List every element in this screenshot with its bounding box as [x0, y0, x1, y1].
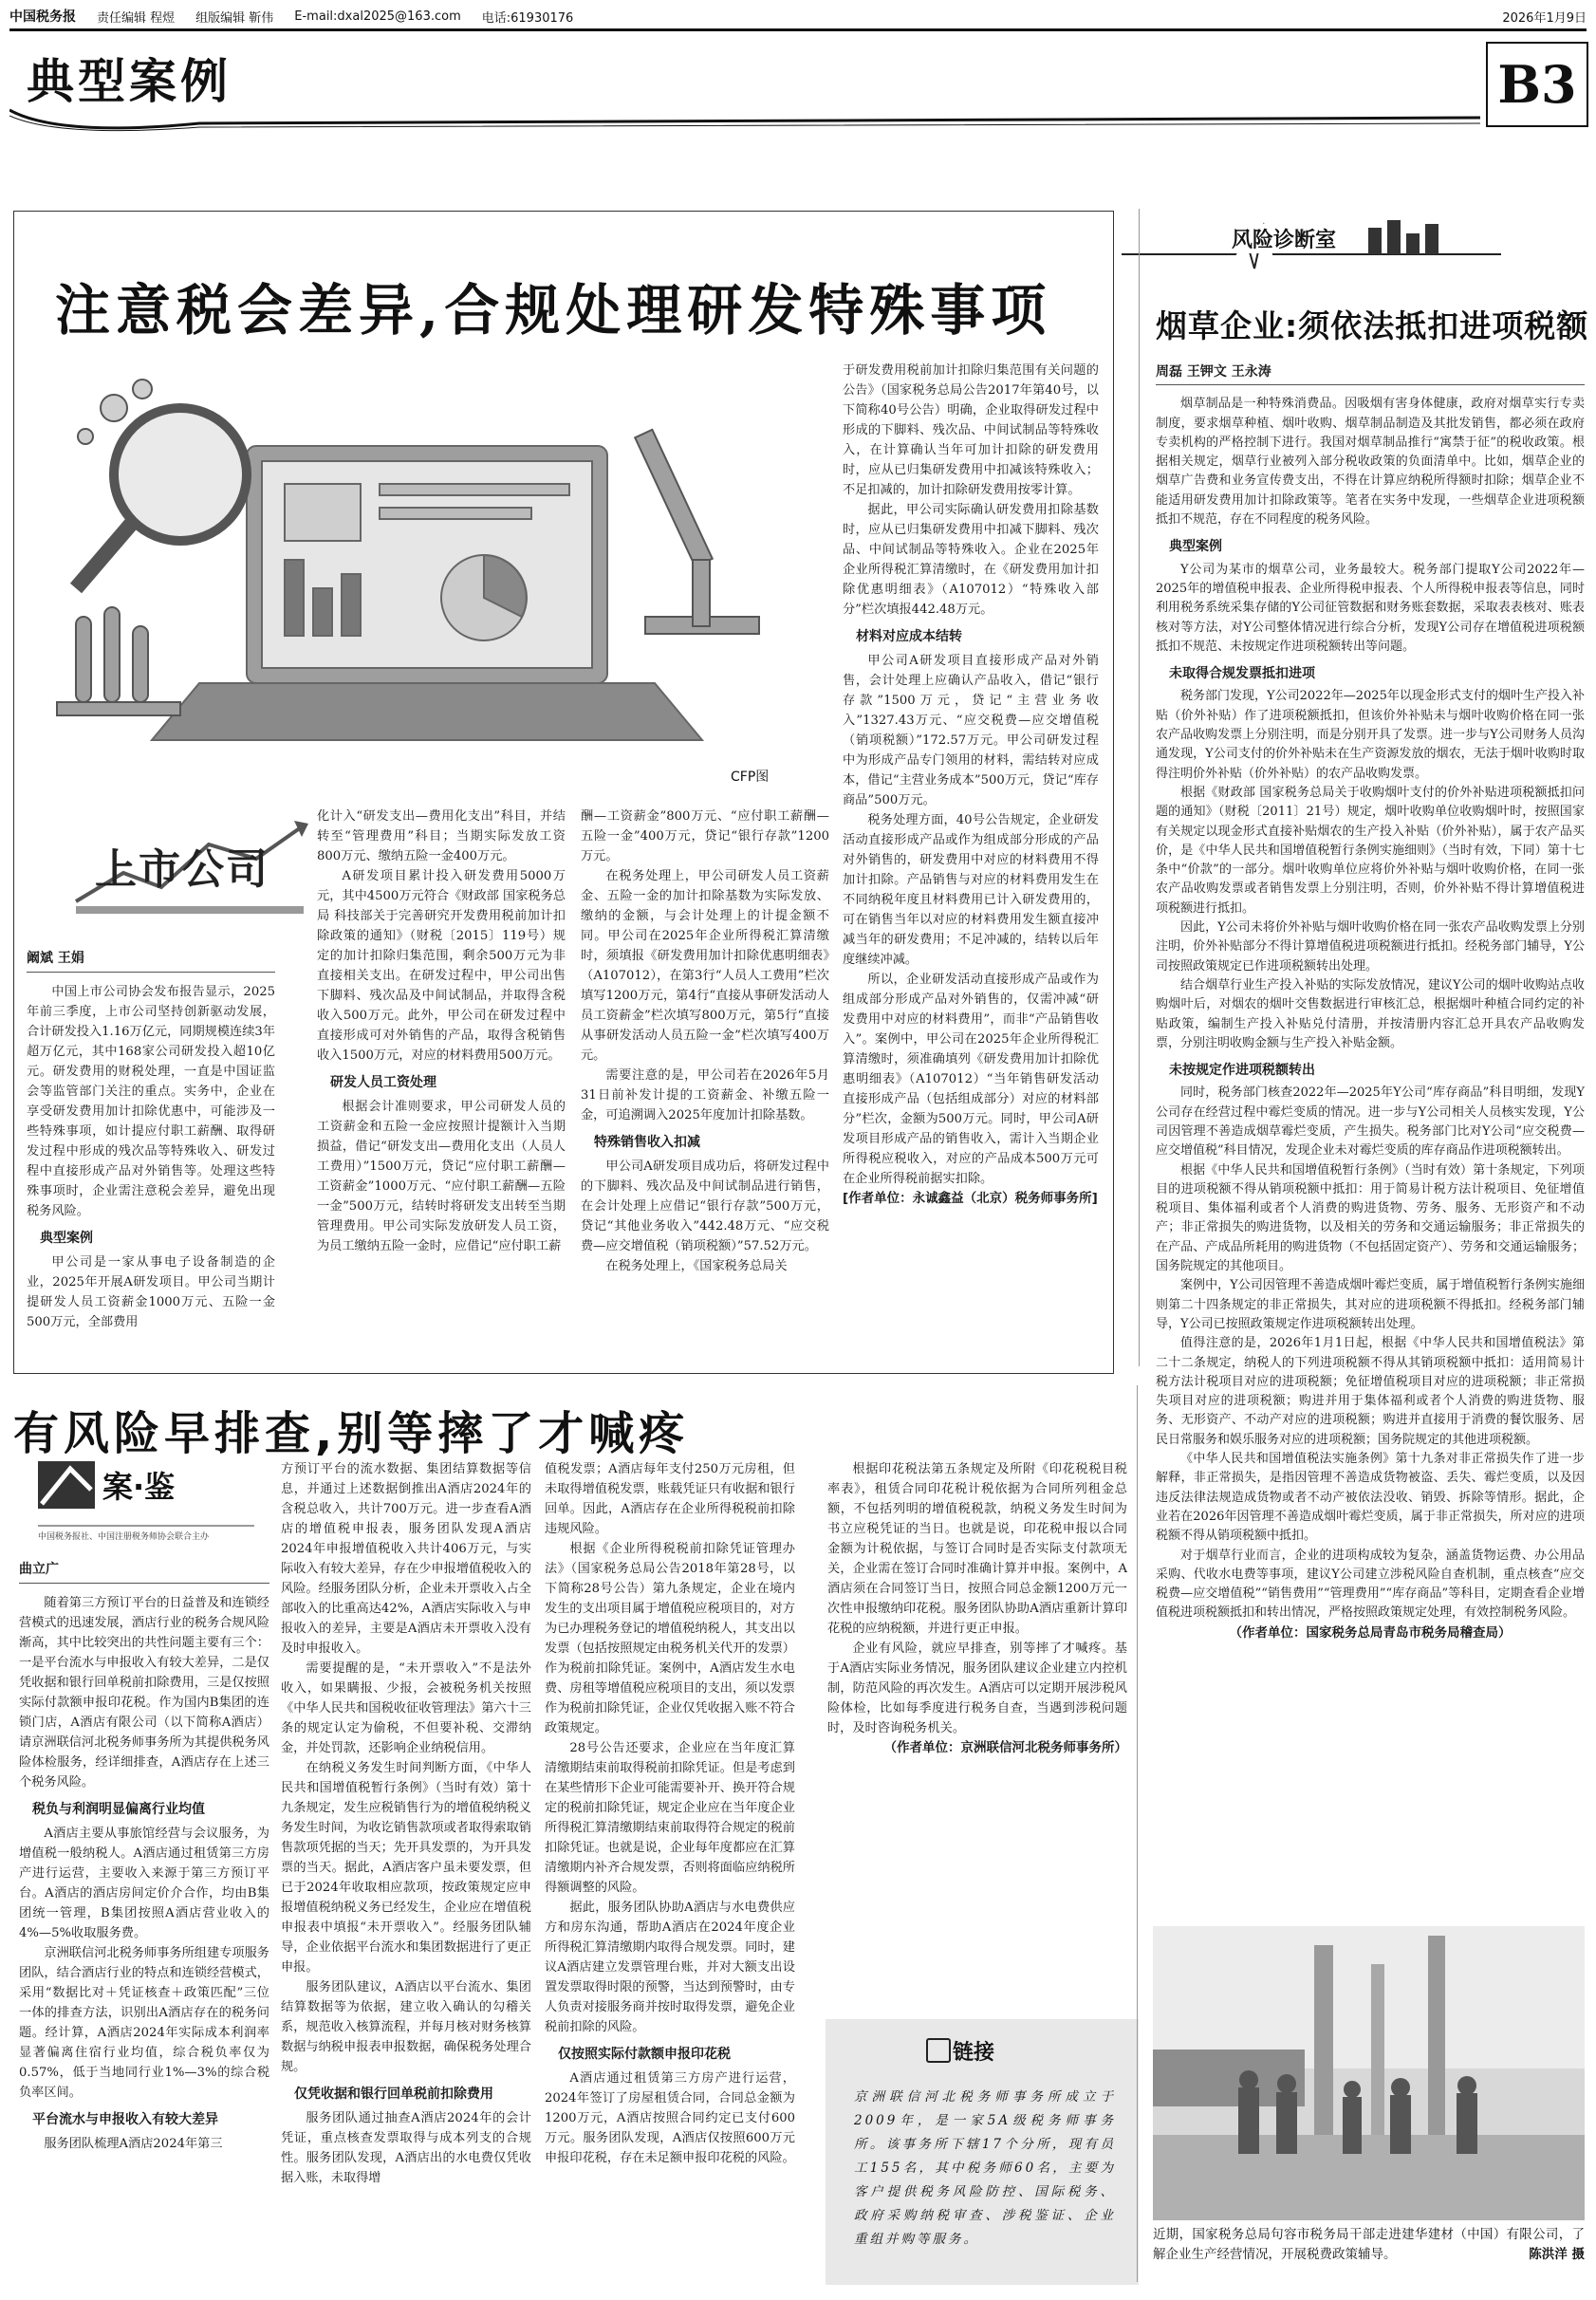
paragraph: 甲公司A研发项目直接形成产品对外销售，会计处理上应确认产品收入，借记“银行存款”1500万元，贷记“主营业务收入”1327.43万元、“应交税费—应交增值税（销项税额）”172.57万元。甲公司研发过程中为形成产品专门领用的材料，需结转对应成本，借记“主营业务成本”500万元，贷记“库存商品”500万元。	[843, 654, 1099, 807]
page-number: B3	[1486, 42, 1588, 127]
subhead: 特殊销售收入扣减	[594, 1135, 700, 1150]
paragraph: 根据印花税法第五条规定及所附《印花税税目税率表》，租赁合同印花税计税依据为合同所列租金总额，不包括列明的增值税税款，纳税义务发生时间为书立应税凭证的当日。也就是说，印花税申报以合同金额为计税依据，与签订合同时是否实际支付款项无关，企业需在签订合同时准确计算并申报。案例中，A酒店须在合同签订当日，按照合同总金额1200万元一次性申报缴纳印花税。服务团队协助A酒店重新计算印花税的应纳税额，并进行更正申报。	[827, 1462, 1127, 1636]
paragraph: 服务团队通过抽查A酒店2024年的会计凭证，重点核查发票取得与成本列支的合规性。服务团队发现，A酒店出的水电费仅凭收据入账，未取得增	[281, 2111, 531, 2185]
article-1-col-3	[581, 807, 829, 1276]
paragraph: 中国上市公司协会发布报告显示，2025年前三季度，上市公司坚持创新驱动发展，合计研发投入1.16万亿元，同期规模连续3年超万亿元，其中168家公司研发投入超10亿元。研发费用的财税处理，一直是中国证监会等监管部门关注的重点。实务中，企业在享受研发费用加计扣除优惠中，可能涉及一些特殊事项，如计提应付职工薪酬、取得研发过程中形成的残次品等特殊收入、研发过程中直接形成产品对外销售等。处理这些特殊事项时，企业需注意税会差异，避免出现税务风险。	[27, 985, 275, 1218]
article-1-authors: 阚斌 王娟	[27, 949, 275, 973]
paragraph: 随着第三方预订平台的日益普及和连锁经营模式的迅速发展，酒店行业的税务合规风险渐高，其中比较突出的共性问题主要有三个：一是平台流水与申报收入有较大差异，二是仅凭收据和银行回单税前扣除费用，三是仅按照实际付款额申报印花税。作为国内B集团的连锁门店，A酒店有限公司（以下简称A酒店）请京洲联信河北税务师事务所为其提供税务风险体检服务，经详细排查，A酒店存在上述三个税务风险。	[19, 1596, 269, 1790]
article-1-headline: 注意税会差异,合规处理研发特殊事项	[55, 278, 1052, 343]
paragraph: A酒店主要从事旅馆经营与会议服务，为增值税一般纳税人。A酒店通过租赁第三方房产进行运营，主要收入来源于第三方预订平台。A酒店的酒店房间定价介合作，均由B集团统一管理，B集团按照A酒店营业收入的4%—5%收取服务费。	[19, 1827, 269, 1940]
paragraph: Y公司为某市的烟草公司，业务最较大。税务部门提取Y公司2022年—2025年的增值税申报表、企业所得税申报表、个人所得税申报表等信息，同时利用税务系统采集存储的Y公司征管数据和财务账套数据，采取表表核对、账表核对等方法，对Y公司整体情况进行综合分析，发现Y公司存在增值税进项税额抵扣不规范、未按规定作进项税额转出等问题。	[1156, 562, 1585, 654]
tag-listed-company: 上市公司	[95, 845, 269, 894]
article-1-col-2	[317, 807, 566, 1256]
paragraph: 于研发费用税前加计扣除归集范围有关问题的公告》（国家税务总局公告2017年第40号，以下简称40号公告）明确，企业取得研发过程中形成的下脚料、残次品、中间试制品等特殊收入，在计算确认当年可加计扣除的研发费用时，应从已归集研发费用中扣减该特殊收入；不足扣减的，加计扣除研发费用按零计算。	[843, 363, 1099, 497]
paragraph: 因此，Y公司未将价外补贴与烟叶收购价格在同一张农产品收购发票上分别注明，价外补贴部分不得计算增值税进项税额进行抵扣。经税务部门辅导，Y公司按照政策规定已作进项税额转出处理。	[1156, 920, 1585, 974]
issue-date: 2026年1月9日	[1502, 10, 1587, 26]
paragraph: 据此，甲公司实际确认研发费用扣除基数时，应从已归集研发费用中扣减下脚料、残次品、中间试制品等特殊收入。企业在2025年企业所得税汇算清缴时，在《研发费用加计扣除优惠明细表》（A107012）“特殊收入部分”栏次填报442.48万元。	[843, 503, 1099, 617]
article-1-col-4	[843, 361, 1099, 1209]
article-1-col-1	[27, 949, 275, 1332]
masthead-rule	[9, 28, 1587, 31]
paragraph: 根据《中华人民共和国增值税暂行条例》（当时有效）第十条规定，下列项目的进项税额不得从销项税额中抵扣：用于简易计税方法计税项目、免征增值税项目、集体福利或者个人消费的购进货物、劳务、服务、无形资产和不动产；非正常损失的购进货物，以及相关的劳务和交通运输服务；非正常损失的在产品、产成品所耗用的购进货物（不包括固定资产）、劳务和交通运输服务；国务院规定的其他项目。	[1156, 1162, 1585, 1274]
paragraph: 甲公司A研发项目成功后，将研发过程中的下脚料、残次品及中间试制品进行销售，在会计处理上应借记“银行存款”500万元，贷记“其他业务收入”442.48万元、“应交税费—应交增值税（销项税额）”57.52万元。	[581, 1159, 829, 1253]
paragraph: 结合烟草行业生产投入补贴的实际发放情况，建议Y公司的烟叶收购站点收购烟叶后，对烟农的烟叶交售数据进行审核汇总，根据烟叶种植合同约定的补贴政策，编制生产投入补贴兑付清册，并按清册内容汇总开具农产品收购发票，分别注明收购金额与生产投入补贴金额。	[1156, 977, 1585, 1050]
article-3-col-4	[827, 1459, 1127, 1758]
subhead: 典型案例	[40, 1231, 93, 1246]
article-3-authors: 曲立广	[19, 1560, 269, 1584]
paragraph: 企业有风险，就应早排查，别等摔了才喊疼。基于A酒店实际业务情况，服务团队建议企业建立内控机制，防范风险的再次发生。A酒店可以定期开展涉税风险体检，比如每季度进行税务自查，当遇到涉税问题时，及时咨询税务机关。	[827, 1642, 1127, 1735]
email[interactable]: E-mail:dxal2025@163.com	[294, 9, 461, 24]
paragraph: 28号公告还要求，企业应在当年度汇算清缴期结束前取得税前扣除凭证。但是考虑到在某些情形下企业可能需要补开、换开符合规定的税前扣除凭证，规定企业应在当年度企业所得税汇算清缴期结束前取得符合规定的税前扣除凭证。也就是说，企业每年度都应在汇算清缴期内补齐合规发票，否则将面临应纳税所得额调整的风险。	[545, 1741, 795, 1895]
subhead: 典型案例	[1169, 539, 1222, 555]
editor: 责任编辑 程煜	[97, 10, 176, 26]
subhead: 仅凭收据和银行回单税前扣除费用	[294, 2087, 493, 2102]
article-3-col-1	[19, 1560, 269, 2154]
paper-name: 中国税务报	[9, 9, 76, 25]
subhead: 税负与利润明显偏离行业均值	[32, 1802, 205, 1817]
research-illustration	[38, 370, 797, 778]
news-photo	[1153, 1926, 1585, 2220]
pencil-icon	[926, 2038, 951, 2063]
link-box-text: 京洲联信河北税务师事务所成立于2009年，是一家5A级税务师事务所。该事务所下辖17个分所，现有员工155名，其中税务师60名，主要为客户提供税务风险防控、国际税务、政府采购纳税审查、涉税鉴证、企业重组并购等服务。	[854, 2089, 1116, 2247]
link-box-title: 链接	[953, 2041, 995, 2065]
paragraph: 化计入“研发支出—费用化支出”科目，并结转至“管理费用”科目；当期实际发放工资800万元、缴纳五险一金400万元。	[317, 809, 566, 863]
paragraph: 税务处理方面，40号公告规定，企业研发活动直接形成产品或作为组成部分形成的产品对外销售的，研发费用中对应的材料费用不得加计扣除。产品销售与对应的材料费用发生在不同纳税年度且材料费用已计入研发费用的，可在销售当年以对应的材料费用发生额直接冲减当年的研发费用；不足冲减的，结转以后年度继续冲减。	[843, 813, 1099, 967]
risk-clinic-title: 风险诊断室	[1228, 224, 1340, 253]
author-unit: （作者单位：京洲联信河北税务师事务所）	[883, 1740, 1127, 1755]
subhead: 未按规定作进项税额转出	[1169, 1063, 1315, 1079]
paragraph: 同时，税务部门核查2022年—2025年Y公司“库存商品”科目明细，发现Y公司存在经营过程中霉烂变质的情况。进一步与Y公司相关人员核实发现，Y公司因管理不善造成烟草霉烂变质，产生损失。税务部门比对Y公司“应交税费—应交增值税”科目情况，发现企业未对霉烂变质的库存商品作进项税额转出。	[1156, 1085, 1585, 1159]
paragraph: 案例中，Y公司因管理不善造成烟叶霉烂变质，属于增值税暂行条例实施细则第二十四条规定的非正常损失，其对应的进项税额不得抵扣。经税务部门辅导，Y公司已按照政策规定作进项税额转出处理。	[1156, 1278, 1585, 1331]
paragraph: 烟草制品是一种特殊消费品。因吸烟有害身体健康，政府对烟草实行专卖制度，要求烟草种植、烟叶收购、烟草制品制造及其批发销售，都必须在政府专卖机构的严格控制下进行。我国对烟草制品推行“寓禁于征”的税收政策。根据相关规定，烟草行业被列入部分税收政策的负面清单中。比如，烟草企业的烟草广告费和业务宣传费支出，不得在计算应纳税所得额时扣除；烟草企业不能适用研发费用加计扣除政策等。笔者在实务中发现，一些烟草企业进项税额抵扣不规范，存在不同程度的税务风险。	[1156, 397, 1585, 528]
paragraph: A研发项目累计投入研发费用5000万元，其中4500万元符合《财政部 国家税务总局 科技部关于完善研究开发费用税前加计扣除政策的通知》（财税〔2015〕119号）规定的加计扣除归集范围，剩余500万元为非直接相关支出。在研发过程中，甲公司出售下脚料、残次品及中间试制品，并取得含税收入500万元。此外，甲公司在研发过程中直接形成可对外销售的产品，取得含税销售收入1500万元，对应的材料费用500万元。	[317, 869, 566, 1063]
paragraph: 据此，服务团队协助A酒店与水电费供应方和房东沟通，帮助A酒店在2024年度企业所得税汇算清缴期内取得合规发票。同时，建议A酒店建立发票管理台账，并对大额支出设置发票取得时限的预警，当达到预警时，由专人负责对接服务商并按时取得发票，避免企业税前扣除的风险。	[545, 1901, 795, 2034]
paragraph: 对于烟草行业而言，企业的进项构成较为复杂，涵盖货物运费、办公用品采购、代收水电费等事项，建议Y公司建立涉税风险自查机制，重点核查“应交税费—应交增值税”“销售费用”“管理费用”“库存商品”等科目，定期查看企业增值税进项税额抵扣和转出情况，严格按照政策规定处理，有效控制税务风险。	[1156, 1548, 1585, 1621]
paragraph: 根据会计准则要求，甲公司研发人员的工资薪金和五险一金应按照计提额计入当期损益，借记“研发支出—费用化支出（人员人工费用）”1500万元，贷记“应付职工薪酬—工资薪金”1000万元、“应付职工薪酬—五险一金”500万元，结转时将研发支出转至当期管理费用。甲公司实际发放研发人员工资，为员工缴纳五险一金时，应借记“应付职工薪	[317, 1100, 566, 1253]
article-3-col-3	[545, 1459, 795, 2168]
section-swoosh	[9, 106, 1480, 133]
photo-credit: 陈洪洋 摄	[1529, 2247, 1585, 2262]
layout-editor: 组版编辑 靳伟	[195, 10, 274, 26]
paragraph: 值得注意的是，2026年1月1日起，根据《中华人民共和国增值税法》第二十二条规定，纳税人的下列进项税额不得从其销项税额中抵扣：适用简易计税方法计税项目对应的进项税额；免征增值税项目对应的进项税额；非正常损失项目对应的进项税额；购进并用于集体福利或者个人消费的购进货物、服务、无形资产、不动产对应的进项税额；购进并直接用于消费的餐饮服务、居民日常服务和娱乐服务对应的进项税额；国务院规定的其他进项税额。	[1156, 1336, 1585, 1447]
article-3-col-2	[281, 1459, 531, 2188]
section-title: 典型案例	[27, 53, 232, 109]
author-unit: （作者单位：国家税务总局青岛市税务局稽查局）	[1229, 1624, 1512, 1641]
paragraph: 所以，企业研发活动直接形成产品或作为组成部分形成产品对外销售的，仅需冲减“研发费用中对应的材料费用”，而非“产品销售收入”。案例中，甲公司在2025年企业所得税汇算清缴时，须准确填列《研发费用加计扣除优惠明细表》（A107012）“当年销售研发活动直接形成产品（包括组成部分）对应的材料部分”栏次，金额为500万元。同时，甲公司A研发项目形成产品的销售收入，需计入当期企业所得税应税收入，对应的产品成本500万元可在企业所得税前据实扣除。	[843, 973, 1099, 1186]
paragraph: 在纳税义务发生时间判断方面，《中华人民共和国增值税暂行条例》（当时有效）第十九条规定，发生应税销售行为的增值税纳税义务发生时间，为收讫销售款项或者取得索取销售款项凭据的当天；先开具发票的，为开具发票的当天。据此，A酒店客户虽未要发票，但已于2024年收取相应款项，按政策规定应申报增值税纳税义务已经发生，企业应在增值税申报表中填报“未开票收入”。经服务团队辅导，企业依据平台流水和集团数据进行了更正申报。	[281, 1761, 531, 1975]
paragraph: 服务团队建议，A酒店以平台流水、集团结算数据等为依据，建立收入确认的勾稽关系，规范收入核算流程，并每月核对财务核算数据与纳税申报表申报数据，确保税务处理合规。	[281, 1980, 531, 2074]
article-3-headline: 有风险早排查,别等摔了才喊疼	[13, 1407, 690, 1460]
subhead: 仅按照实际付款额申报印花税	[558, 2047, 731, 2062]
subhead: 平台流水与申报收入有较大差异	[32, 2112, 218, 2127]
paragraph: 在税务处理上，《国家税务总局关	[605, 1259, 788, 1273]
caption-text: 近期，国家税务总局句容市税务局干部走进建华建材（中国）有限公司，了解企业生产经营情况，开展税费政策辅导。	[1153, 2227, 1585, 2262]
paragraph: 根据《企业所得税税前扣除凭证管理办法》（国家税务总局公告2018年第28号，以下简称28号公告）第九条规定，企业在境内发生的支出项目属于增值税应税项目的，对方为已办理税务登记的增值税纳税人，其支出以发票（包括按照规定由税务机关代开的发票）作为税前扣除凭证。案例中，A酒店发生水电费、房租等增值税应税项目的支出，须以发票作为税前扣除凭证，企业仅凭收据入账不符合政策规定。	[545, 1542, 795, 1735]
paragraph: 酬—工资薪金”800万元、“应付职工薪酬—五险一金”400万元，贷记“银行存款”1200万元。	[581, 809, 829, 863]
paragraph: 京洲联信河北税务师事务所组建专项服务团队，结合酒店行业的特点和连锁经营模式，采用“数据比对＋凭证核查＋政策匹配”三位一体的排查方法，识别出A酒店存在的税务问题。经计算，A酒店2024年实际成本利润率显著偏离住宿行业均值，综合税负率仅为0.57%，低于当地同行业1%—3%的综合税负率区间。	[19, 1946, 269, 2100]
paragraph: 值税发票；A酒店每年支付250万元房租，但未取得增值税发票，账载凭证只有收据和银行回单。因此，A酒店存在企业所得税税前扣除违规风险。	[545, 1462, 795, 1536]
subhead: 未取得合规发票抵扣进项	[1169, 666, 1315, 682]
paragraph: 需要提醒的是，“未开票收入”不是法外收入，如果瞒报、少报，会被税务机关按照《中华人民共和国税收征收管理法》第六十三条的规定认定为偷税，不但要补税、交滞纳金，并处罚款，还影响企业纳税信用。	[281, 1661, 531, 1755]
paragraph: 需要注意的是，甲公司若在2026年5月31日前补发计提的工资薪金、补缴五险一金，可追溯调入2025年度加计扣除基数。	[581, 1068, 829, 1122]
article-2-headline: 烟草企业:须依法抵扣进项税额	[1156, 307, 1589, 344]
case-column-title: 案·鉴	[102, 1469, 176, 1505]
phone: 电话:61930176	[481, 10, 574, 26]
article-2-body	[1156, 362, 1585, 1642]
paragraph: 根据《财政部 国家税务总局关于收购烟叶支付的价外补贴进项税额抵扣问题的通知》（财税〔2011〕21号）规定，烟叶收购单位收购烟叶时，按照国家有关规定以现金形式直接补贴烟农的生产投入补贴（价外补贴），属于农产品买价，是《中华人民共和国增值税暂行条例实施细则》（当时有效，下同）第十七条中“价款”的一部分。烟叶收购单位应将价外补贴与烟叶收购价格，在同一张农产品收购发票或者销售发票上分别注明，否则，价外补贴不得计算增值税进项税额进行抵扣。	[1156, 785, 1585, 916]
photo-caption	[1153, 2225, 1585, 2265]
paragraph: 方预订平台的流水数据、集团结算数据等信息，并通过上述数据倒推出A酒店2024年的含税总收入，共计700万元。进一步查看A酒店的增值税申报表，服务团队发现A酒店2024年申报增值税收入共计406万元，与实际收入有较大差异，存在少申报增值税收入的风险。经服务团队分析，企业未开票收入占全部收入的比重高达42%，A酒店实际收入与申报收入的差异，主要是A酒店未开票收入没有及时申报收入。	[281, 1462, 531, 1656]
masthead	[9, 6, 1587, 27]
article-2-authors: 周磊 王钾文 王永涛	[1156, 362, 1585, 385]
paragraph: 《中华人民共和国增值税法实施条例》第十九条对非正常损失作了进一步解释，非正常损失，是指因管理不善造成货物被盗、丢失、霉烂变质，以及因违反法律法规造成货物或者不动产被依法没收、销毁、拆除等情形。据此，企业若在2026年因管理不善造成烟叶霉烂变质，属于非正常损失，所对应的进项税额不得从销项税额中抵扣。	[1156, 1452, 1585, 1544]
subhead: 材料对应成本结转	[856, 629, 962, 644]
paragraph: 甲公司是一家从事电子设备制造的企业，2025年开展A研发项目。甲公司当期计提研发人员工资薪金1000万元、五险一金500万元，全部费用	[27, 1255, 275, 1329]
paragraph: A酒店通过租赁第三方房产进行运营，2024年签订了房屋租赁合同，合同总金额为1200万元，A酒店按照合同约定已支付600万元。服务团队发现，A酒店仅按照600万元申报印花税，存在未足额申报印花税的风险。	[545, 2071, 795, 2165]
subhead: 研发人员工资处理	[330, 1075, 436, 1090]
column-divider	[1139, 209, 1140, 1366]
paragraph: 税务部门发现，Y公司2022年—2025年以现金形式支付的烟叶生产投入补贴（价外补贴）作了进项税额抵扣，但该价外补贴未与烟叶收购价格在同一张农产品收购发票上分别注明，而是分别开具了发票。进一步与Y公司财务人员沟通发现，Y公司支付的价外补贴未在生产资源发放的烟农，无法于烟叶收购时取得注明价外补贴（价外补贴）的农产品收购发票。	[1156, 689, 1585, 781]
photo-credit: CFP图	[731, 770, 770, 785]
paragraph: 在税务处理上，甲公司研发人员工资薪金、五险一金的加计扣除基数为实际发放、缴纳的金额，与会计处理上的计提金额不同。甲公司在2025年企业所得税汇算清缴时，须填报《研发费用加计扣除优惠明细表》（A107012），在第3行“人员人工费用”栏次填写1200万元，第4行“直接从事研发活动人员工资薪金”栏次填写800万元，第5行“直接从事研发活动人员五险一金”栏次填写400万元。	[581, 869, 829, 1063]
case-column-sub: 中国税务报社、中国注册税务师协会联合主办	[38, 1532, 210, 1542]
column-divider	[1137, 1385, 1138, 2282]
author-unit: [作者单位：永诚鑫益（北京）税务师事务所]	[843, 1191, 1098, 1206]
paragraph: 服务团队梳理A酒店2024年第三	[44, 2137, 223, 2151]
